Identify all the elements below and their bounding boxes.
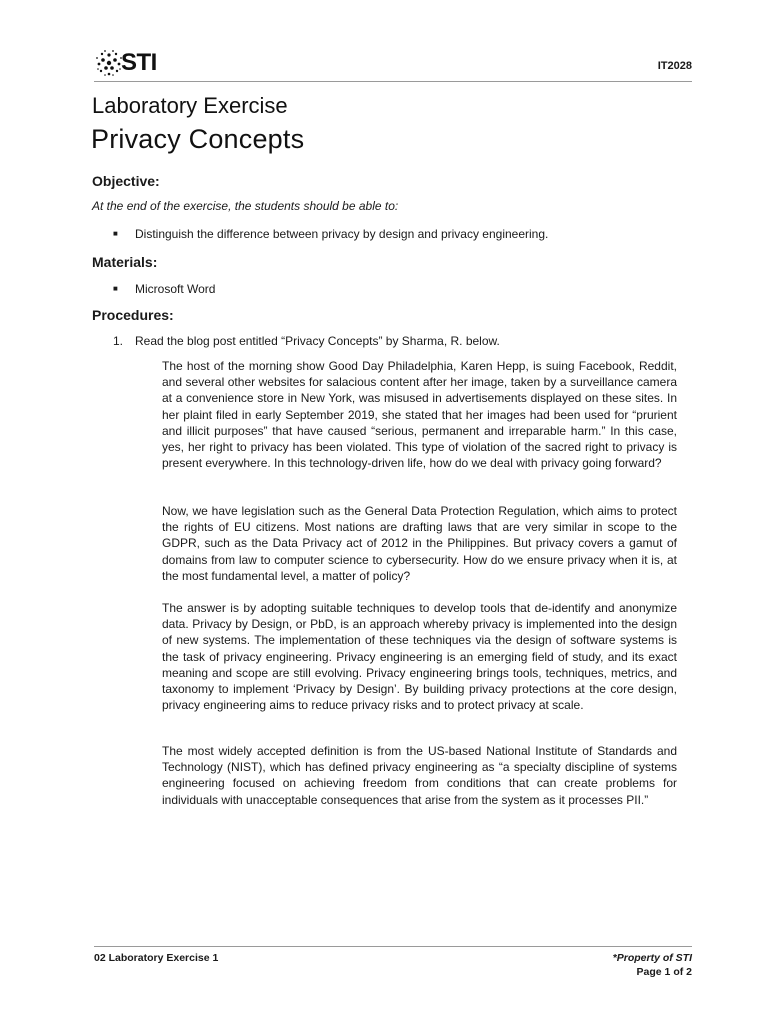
blog-paragraph-2 bbox=[162, 503, 677, 584]
step-text: Read the blog post entitled “Privacy Concepts” by Sharma, R. below. bbox=[135, 334, 500, 348]
blog-paragraph-1 bbox=[162, 358, 677, 471]
procedure-step bbox=[113, 334, 500, 348]
paragraph-text: Now, we have legislation such as the General Data Protection Regulation, which aims to protect the rights of EU citizens. Most nations are drafting laws that are very similar in scope to the GDPR, such as the Data Privacy act of 2012 in the Philippines. But privacy covers a gamut of domains from law to computer science to cybersecurity. How do we ensure privacy when it is, at the most fundamental level, a matter of policy? bbox=[162, 504, 677, 583]
globe-logo-icon bbox=[94, 48, 124, 78]
paragraph-text: The host of the morning show Good Day Philadelphia, Karen Hepp, is suing Facebook, Reddit, and several other websites for salacious content after her image, taken by a surveillance camera at a convenience store in New York, was misused in advertisements displayed on these sites. In her plaint filed in early September 2019, she stated that her images had been used for “prurient and illicit purposes” that have caused “serious, permanent and irreparable harm.” In this case, yes, her right to privacy has been violated. This type of violation of the sacred right to privacy is present everywhere. In this technology-driven life, how do we deal with privacy going forward? bbox=[162, 359, 677, 471]
materials-heading: Materials: bbox=[92, 254, 158, 270]
header-divider bbox=[94, 81, 692, 82]
step-number: 1. bbox=[113, 334, 124, 348]
objective-bullet bbox=[113, 227, 548, 241]
logo-text: STI bbox=[121, 49, 157, 76]
materials-bullet-text: Microsoft Word bbox=[135, 282, 216, 296]
footer-page-number: Page 1 of 2 bbox=[636, 966, 692, 978]
paragraph-text: The most widely accepted definition is from the US-based National Institute of Standards and Technology (NIST), which has defined privacy engineering as “a specialty discipline of systems engineering focused on achieving freedom from conditions that can create problems for individuals with unacceptable consequences that arise from the system as it processes PII.” bbox=[162, 744, 677, 807]
sti-logo bbox=[94, 48, 157, 78]
objective-heading: Objective: bbox=[92, 173, 160, 189]
materials-bullet bbox=[113, 282, 215, 296]
footer-property-label: *Property of STI bbox=[612, 952, 692, 964]
document-code: IT2028 bbox=[657, 60, 692, 72]
page-header bbox=[94, 44, 692, 80]
blog-paragraph-3 bbox=[162, 600, 677, 713]
page-title: Laboratory Exercise bbox=[92, 93, 288, 118]
footer-divider bbox=[94, 946, 692, 947]
footer-exercise-label: 02 Laboratory Exercise 1 bbox=[94, 952, 219, 964]
objective-intro: At the end of the exercise, the students should be able to: bbox=[92, 199, 399, 213]
paragraph-text: The answer is by adopting suitable techniques to develop tools that de-identify and anonymize data. Privacy by Design, or PbD, is an approach whereby privacy is implemented into the design of new systems. The implementation of these techniques via the design of software systems is the task of privacy engineering. Privacy engineering is an emerging field of study, and its exact meaning and scope are still evolving. Privacy engineering brings tools, techniques, metrics, and taxonomy to implement ‘Privacy by Design’. By building privacy protections at the core design, privacy engineering aims to reduce privacy risks and to protect privacy at scale. bbox=[162, 601, 677, 713]
bullet-icon: ■ bbox=[113, 229, 118, 238]
page-subtitle: Privacy Concepts bbox=[91, 124, 305, 154]
procedures-heading: Procedures: bbox=[92, 307, 174, 323]
objective-bullet-text: Distinguish the difference between privacy by design and privacy engineering. bbox=[135, 227, 549, 241]
blog-paragraph-4 bbox=[162, 743, 677, 808]
bullet-icon: ■ bbox=[113, 284, 118, 293]
